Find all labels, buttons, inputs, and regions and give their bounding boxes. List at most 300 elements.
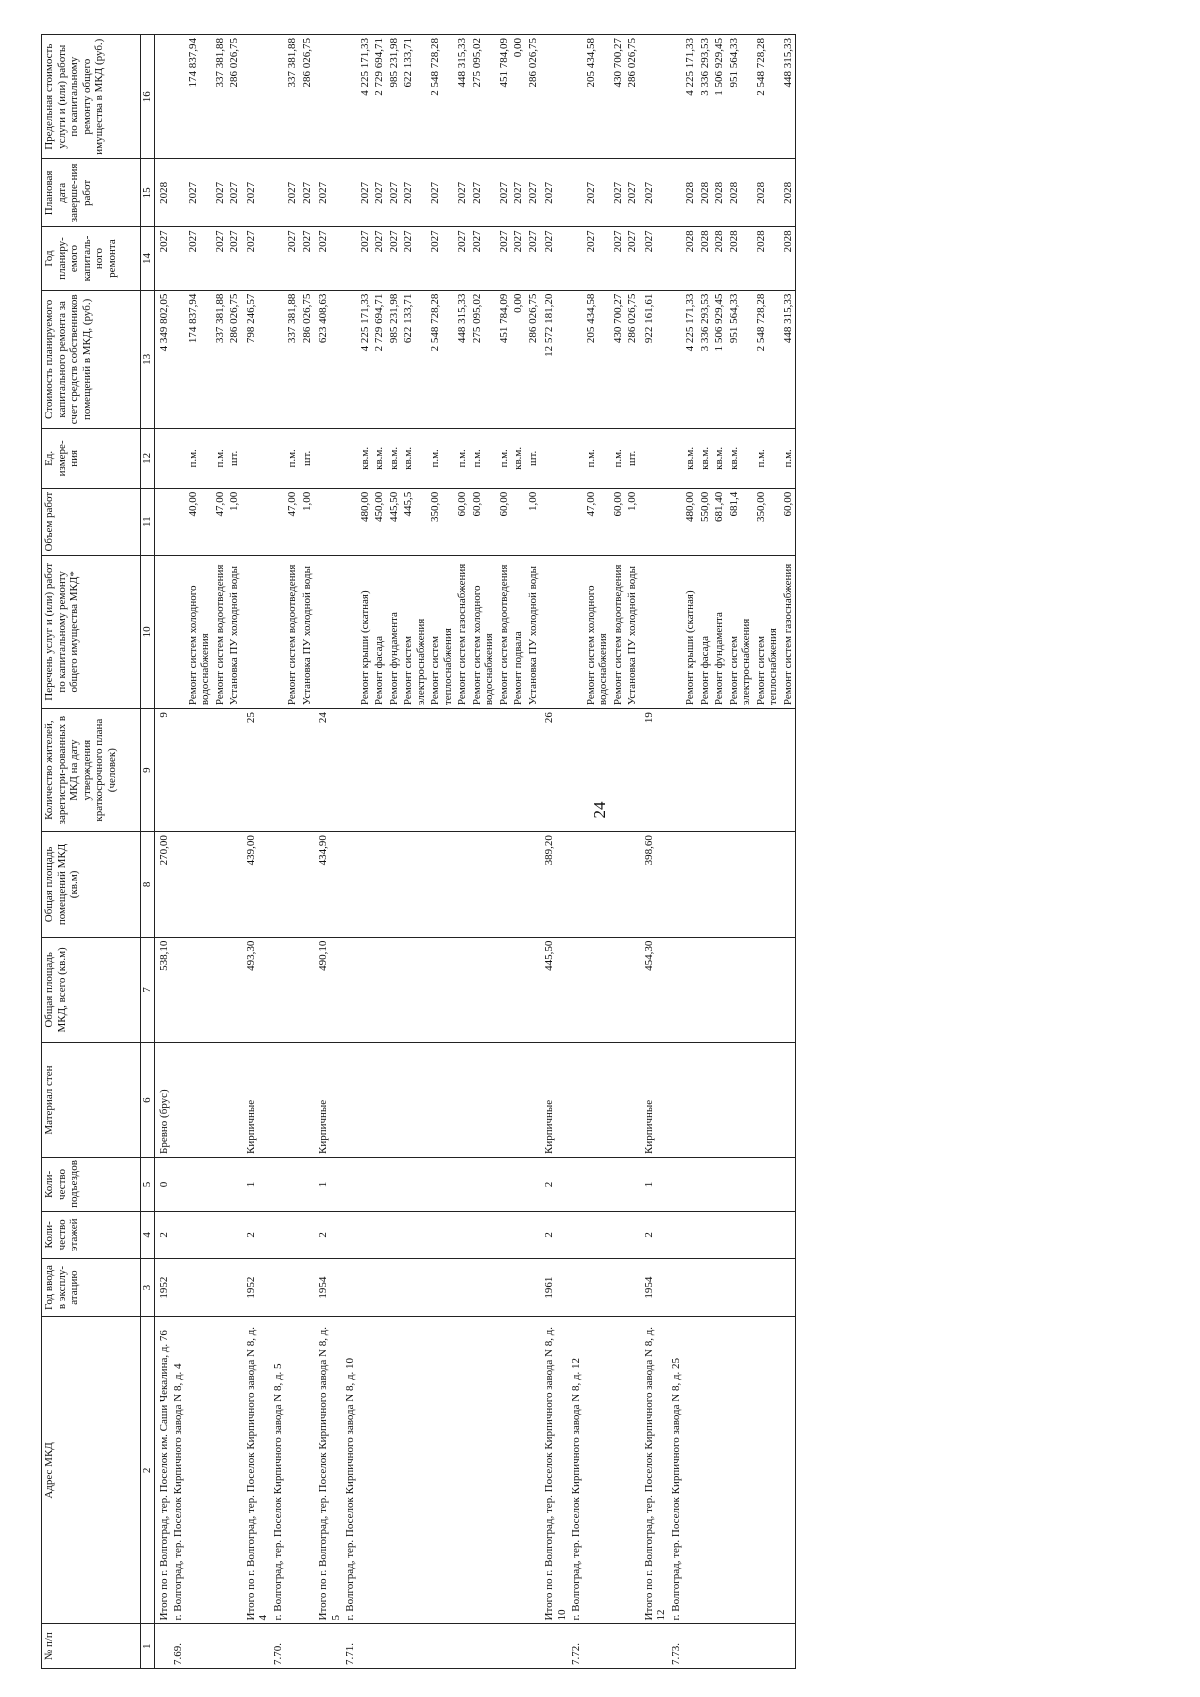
plan-year-cell: 2027 bbox=[455, 227, 470, 290]
cost-cell: 275 095,02 bbox=[470, 290, 497, 428]
total-label-cell: Итого по г. Волгоград, тер. Поселок Кирпичного завода N 8, д. 4 bbox=[242, 1317, 271, 1624]
volume-cell bbox=[242, 488, 271, 555]
empty-cell bbox=[300, 1211, 315, 1258]
empty-cell bbox=[754, 832, 781, 937]
empty-cell bbox=[511, 709, 526, 832]
area-total-cell: 445,50 bbox=[540, 937, 569, 1042]
total-row bbox=[154, 35, 171, 1669]
entrances-cell: 2 bbox=[540, 1158, 569, 1212]
empty-cell bbox=[372, 1211, 387, 1258]
cost-cell: 4 225 171,33 bbox=[358, 290, 373, 428]
year-cell: 1954 bbox=[314, 1258, 343, 1317]
limit-cell: 622 133,71 bbox=[401, 35, 428, 159]
limit-cell: 448 315,33 bbox=[455, 35, 470, 159]
volume-cell bbox=[314, 488, 343, 555]
empty-cell bbox=[186, 1043, 213, 1158]
empty-cell bbox=[526, 1258, 541, 1317]
area-rooms-cell: 439,00 bbox=[242, 832, 271, 937]
unit-cell: шт. bbox=[227, 428, 242, 488]
column-number: 7 bbox=[141, 937, 155, 1042]
unit-cell: п.м. bbox=[781, 428, 796, 488]
empty-cell bbox=[470, 1211, 497, 1258]
empty-cell bbox=[227, 937, 242, 1042]
area-total-cell: 538,10 bbox=[154, 937, 171, 1042]
plan-year-cell: 2027 bbox=[401, 227, 428, 290]
empty-cell bbox=[526, 709, 541, 832]
empty-cell bbox=[669, 937, 684, 1042]
unit-cell: п.м. bbox=[470, 428, 497, 488]
empty-cell bbox=[401, 832, 428, 937]
work-row bbox=[727, 35, 754, 1669]
end-date-cell: 2027 bbox=[314, 159, 343, 227]
column-numbers-row bbox=[141, 35, 155, 1669]
total-label-cell: Итого по г. Волгоград, тер. Поселок Кирпичного завода N 8, д. 10 bbox=[540, 1317, 569, 1624]
residents-cell: 26 bbox=[540, 709, 569, 832]
empty-cell bbox=[171, 488, 186, 555]
limit-cell: 337 381,88 bbox=[213, 35, 228, 159]
empty-cell bbox=[387, 1043, 402, 1158]
empty-cell bbox=[470, 832, 497, 937]
plan-year-cell: 2027 bbox=[372, 227, 387, 290]
unit-cell: п.м. bbox=[428, 428, 455, 488]
work-cell: Ремонт систем водоотведения bbox=[213, 555, 228, 709]
cost-cell: 0,00 bbox=[511, 290, 526, 428]
empty-cell bbox=[526, 1158, 541, 1212]
end-date-cell: 2027 bbox=[584, 159, 611, 227]
empty-cell bbox=[358, 1624, 373, 1669]
end-date-cell: 2027 bbox=[428, 159, 455, 227]
empty-cell bbox=[300, 1317, 315, 1624]
volume-cell: 47,00 bbox=[285, 488, 300, 555]
area-total-cell: 454,30 bbox=[640, 937, 669, 1042]
empty-cell bbox=[781, 1624, 796, 1669]
volume-cell: 47,00 bbox=[584, 488, 611, 555]
work-cell bbox=[540, 555, 569, 709]
empty-cell bbox=[271, 35, 286, 159]
empty-cell bbox=[754, 1211, 781, 1258]
cost-cell: 622 133,71 bbox=[401, 290, 428, 428]
empty-cell bbox=[372, 1317, 387, 1624]
volume-cell: 350,00 bbox=[428, 488, 455, 555]
unit-cell: шт. bbox=[625, 428, 640, 488]
cost-cell: 430 700,27 bbox=[611, 290, 626, 428]
volume-cell bbox=[540, 488, 569, 555]
work-cell: Ремонт систем теплоснабжения bbox=[428, 555, 455, 709]
empty-cell bbox=[271, 1258, 286, 1317]
work-cell: Ремонт систем водоотведения bbox=[285, 555, 300, 709]
entrances-cell: 1 bbox=[314, 1158, 343, 1212]
volume-cell: 60,00 bbox=[455, 488, 470, 555]
empty-cell bbox=[625, 1258, 640, 1317]
row-number-cell bbox=[640, 1624, 669, 1669]
row-number-cell: 7.69. bbox=[171, 1624, 186, 1669]
empty-cell bbox=[584, 709, 611, 832]
empty-cell bbox=[401, 1624, 428, 1669]
total-label-cell: Итого по г. Волгоград, тер. Поселок им. Саши Чекалина, д. 76 bbox=[154, 1317, 171, 1624]
empty-cell bbox=[698, 1211, 713, 1258]
work-row bbox=[372, 35, 387, 1669]
empty-cell bbox=[727, 1624, 754, 1669]
empty-cell bbox=[227, 1043, 242, 1158]
column-header: Объем работ bbox=[42, 488, 141, 555]
limit-cell: 337 381,88 bbox=[285, 35, 300, 159]
empty-cell bbox=[470, 1258, 497, 1317]
floors-cell: 2 bbox=[314, 1211, 343, 1258]
work-cell: Ремонт подвала bbox=[511, 555, 526, 709]
floors-cell: 2 bbox=[242, 1211, 271, 1258]
empty-cell bbox=[698, 709, 713, 832]
plan-year-cell: 2027 bbox=[584, 227, 611, 290]
empty-cell bbox=[343, 428, 358, 488]
empty-cell bbox=[526, 1211, 541, 1258]
plan-year-cell: 2027 bbox=[314, 227, 343, 290]
empty-cell bbox=[455, 1211, 470, 1258]
unit-cell: п.м. bbox=[186, 428, 213, 488]
cost-cell: 2 548 728,28 bbox=[754, 290, 781, 428]
empty-cell bbox=[227, 709, 242, 832]
column-header: Общая площадь МКД, всего (кв.м) bbox=[42, 937, 141, 1042]
plan-year-cell: 2027 bbox=[186, 227, 213, 290]
work-row bbox=[754, 35, 781, 1669]
address-row bbox=[569, 35, 584, 1669]
area-rooms-cell: 389,20 bbox=[540, 832, 569, 937]
capital-repair-plan-sheet bbox=[41, 34, 1166, 1669]
empty-cell bbox=[754, 1258, 781, 1317]
end-date-cell: 2027 bbox=[213, 159, 228, 227]
total-label-cell: Итого по г. Волгоград, тер. Поселок Кирпичного завода N 8, д. 5 bbox=[314, 1317, 343, 1624]
empty-cell bbox=[712, 1258, 727, 1317]
floors-cell: 2 bbox=[540, 1211, 569, 1258]
empty-cell bbox=[754, 1158, 781, 1212]
empty-cell bbox=[271, 832, 286, 937]
empty-cell bbox=[401, 1317, 428, 1624]
empty-cell bbox=[372, 1624, 387, 1669]
column-header: Ед. измере-ния bbox=[42, 428, 141, 488]
empty-cell bbox=[569, 1211, 584, 1258]
empty-cell bbox=[186, 1258, 213, 1317]
empty-cell bbox=[754, 1317, 781, 1624]
empty-cell bbox=[428, 1317, 455, 1624]
column-header: Количество жителей, зарегистри-рованных в МКД на дату утверждения краткосрочного плана (человек) bbox=[42, 709, 141, 832]
year-cell: 1952 bbox=[154, 1258, 171, 1317]
empty-cell bbox=[683, 832, 698, 937]
empty-cell bbox=[569, 832, 584, 937]
plan-year-cell: 2027 bbox=[526, 227, 541, 290]
empty-cell bbox=[343, 1158, 358, 1212]
empty-cell bbox=[428, 1158, 455, 1212]
empty-cell bbox=[300, 1158, 315, 1212]
empty-cell bbox=[171, 290, 186, 428]
empty-cell bbox=[712, 937, 727, 1042]
empty-cell bbox=[271, 1158, 286, 1212]
volume-cell: 350,00 bbox=[754, 488, 781, 555]
empty-cell bbox=[428, 709, 455, 832]
empty-cell bbox=[698, 1258, 713, 1317]
empty-cell bbox=[669, 35, 684, 159]
empty-cell bbox=[455, 1043, 470, 1158]
empty-cell bbox=[455, 1624, 470, 1669]
unit-cell bbox=[242, 428, 271, 488]
empty-cell bbox=[300, 1258, 315, 1317]
empty-cell bbox=[683, 1158, 698, 1212]
end-date-cell: 2027 bbox=[640, 159, 669, 227]
empty-cell bbox=[401, 1211, 428, 1258]
limit-cell: 451 784,09 bbox=[497, 35, 512, 159]
column-number: 8 bbox=[141, 832, 155, 937]
area-total-cell: 490,10 bbox=[314, 937, 343, 1042]
empty-cell bbox=[625, 709, 640, 832]
unit-cell: кв.м. bbox=[387, 428, 402, 488]
empty-cell bbox=[611, 1043, 626, 1158]
empty-cell bbox=[781, 1258, 796, 1317]
volume-cell: 681,4 bbox=[727, 488, 754, 555]
empty-cell bbox=[428, 1258, 455, 1317]
unit-cell: п.м. bbox=[285, 428, 300, 488]
empty-cell bbox=[271, 937, 286, 1042]
end-date-cell: 2027 bbox=[387, 159, 402, 227]
work-cell: Ремонт систем электроснабжения bbox=[401, 555, 428, 709]
cost-cell: 985 231,98 bbox=[387, 290, 402, 428]
work-row bbox=[712, 35, 727, 1669]
empty-cell bbox=[611, 1211, 626, 1258]
volume-cell: 445,50 bbox=[387, 488, 402, 555]
empty-cell bbox=[781, 1211, 796, 1258]
empty-cell bbox=[271, 488, 286, 555]
floors-cell: 2 bbox=[640, 1211, 669, 1258]
unit-cell bbox=[540, 428, 569, 488]
work-cell bbox=[640, 555, 669, 709]
empty-cell bbox=[455, 1258, 470, 1317]
plan-year-cell: 2027 bbox=[625, 227, 640, 290]
empty-cell bbox=[781, 832, 796, 937]
column-number: 2 bbox=[141, 1317, 155, 1624]
empty-cell bbox=[285, 1158, 300, 1212]
empty-cell bbox=[727, 1317, 754, 1624]
empty-cell bbox=[497, 709, 512, 832]
empty-cell bbox=[455, 709, 470, 832]
repair-plan-table bbox=[41, 34, 796, 1669]
empty-cell bbox=[611, 1258, 626, 1317]
work-row bbox=[511, 35, 526, 1669]
empty-cell bbox=[625, 1158, 640, 1212]
empty-cell bbox=[387, 832, 402, 937]
volume-cell: 445,5 bbox=[401, 488, 428, 555]
empty-cell bbox=[271, 227, 286, 290]
plan-year-cell: 2027 bbox=[470, 227, 497, 290]
cost-cell: 798 246,57 bbox=[242, 290, 271, 428]
unit-cell bbox=[640, 428, 669, 488]
entrances-cell: 1 bbox=[640, 1158, 669, 1212]
empty-cell bbox=[569, 35, 584, 159]
limit-cell: 3 336 293,53 bbox=[698, 35, 713, 159]
end-date-cell: 2027 bbox=[227, 159, 242, 227]
empty-cell bbox=[526, 937, 541, 1042]
row-number-cell: 7.71. bbox=[343, 1624, 358, 1669]
cost-cell: 174 837,94 bbox=[186, 290, 213, 428]
empty-cell bbox=[372, 1258, 387, 1317]
empty-cell bbox=[569, 937, 584, 1042]
empty-cell bbox=[584, 1043, 611, 1158]
column-header: Коли-чество подъездов bbox=[42, 1158, 141, 1212]
empty-cell bbox=[625, 1317, 640, 1624]
address-row bbox=[343, 35, 358, 1669]
work-row bbox=[625, 35, 640, 1669]
volume-cell: 550,00 bbox=[698, 488, 713, 555]
column-header: Год ввода в эксплу-атацию bbox=[42, 1258, 141, 1317]
cost-cell: 2 548 728,28 bbox=[428, 290, 455, 428]
empty-cell bbox=[271, 555, 286, 709]
unit-cell: шт. bbox=[526, 428, 541, 488]
empty-cell bbox=[683, 1317, 698, 1624]
end-date-cell: 2028 bbox=[727, 159, 754, 227]
work-row bbox=[285, 35, 300, 1669]
limit-cell: 448 315,33 bbox=[781, 35, 796, 159]
area-rooms-cell: 434,90 bbox=[314, 832, 343, 937]
empty-cell bbox=[271, 1211, 286, 1258]
empty-cell bbox=[611, 1158, 626, 1212]
empty-cell bbox=[712, 832, 727, 937]
empty-cell bbox=[781, 1158, 796, 1212]
address-row bbox=[669, 35, 684, 1669]
empty-cell bbox=[511, 1043, 526, 1158]
empty-cell bbox=[285, 1624, 300, 1669]
empty-cell bbox=[497, 832, 512, 937]
empty-cell bbox=[358, 1258, 373, 1317]
empty-cell bbox=[669, 1211, 684, 1258]
residents-cell: 19 bbox=[640, 709, 669, 832]
volume-cell: 681,40 bbox=[712, 488, 727, 555]
empty-cell bbox=[470, 1158, 497, 1212]
column-header: Адрес МКД bbox=[42, 1317, 141, 1624]
empty-cell bbox=[497, 1624, 512, 1669]
empty-cell bbox=[387, 709, 402, 832]
column-number: 9 bbox=[141, 709, 155, 832]
empty-cell bbox=[401, 709, 428, 832]
end-date-cell: 2027 bbox=[300, 159, 315, 227]
empty-cell bbox=[569, 709, 584, 832]
residents-cell: 9 bbox=[154, 709, 171, 832]
empty-cell bbox=[171, 428, 186, 488]
empty-cell bbox=[372, 937, 387, 1042]
end-date-cell: 2027 bbox=[401, 159, 428, 227]
empty-cell bbox=[569, 488, 584, 555]
limit-cell bbox=[540, 35, 569, 159]
work-cell bbox=[154, 555, 171, 709]
empty-cell bbox=[754, 1043, 781, 1158]
empty-cell bbox=[669, 555, 684, 709]
empty-cell bbox=[727, 1158, 754, 1212]
total-row bbox=[314, 35, 343, 1669]
empty-cell bbox=[401, 937, 428, 1042]
empty-cell bbox=[300, 832, 315, 937]
limit-cell: 0,00 bbox=[511, 35, 526, 159]
empty-cell bbox=[186, 1624, 213, 1669]
end-date-cell: 2027 bbox=[625, 159, 640, 227]
empty-cell bbox=[511, 832, 526, 937]
plan-year-cell: 2027 bbox=[611, 227, 626, 290]
limit-cell: 286 026,75 bbox=[625, 35, 640, 159]
unit-cell: кв.м. bbox=[683, 428, 698, 488]
limit-cell bbox=[640, 35, 669, 159]
page-number: 24 bbox=[590, 801, 609, 819]
plan-year-cell: 2027 bbox=[540, 227, 569, 290]
empty-cell bbox=[387, 1624, 402, 1669]
volume-cell: 40,00 bbox=[186, 488, 213, 555]
work-cell: Установка ПУ холодной воды bbox=[625, 555, 640, 709]
volume-cell: 60,00 bbox=[781, 488, 796, 555]
empty-cell bbox=[781, 709, 796, 832]
total-label-cell: Итого по г. Волгоград, тер. Поселок Кирпичного завода N 8, д. 12 bbox=[640, 1317, 669, 1624]
column-number: 10 bbox=[141, 555, 155, 709]
end-date-cell: 2028 bbox=[698, 159, 713, 227]
empty-cell bbox=[186, 832, 213, 937]
empty-cell bbox=[712, 1211, 727, 1258]
year-cell: 1961 bbox=[540, 1258, 569, 1317]
empty-cell bbox=[428, 1624, 455, 1669]
end-date-cell: 2027 bbox=[526, 159, 541, 227]
empty-cell bbox=[213, 1258, 228, 1317]
unit-cell: п.м. bbox=[455, 428, 470, 488]
unit-cell: кв.м. bbox=[511, 428, 526, 488]
empty-cell bbox=[683, 1258, 698, 1317]
empty-cell bbox=[213, 709, 228, 832]
empty-cell bbox=[712, 1158, 727, 1212]
row-number-cell bbox=[314, 1624, 343, 1669]
empty-cell bbox=[401, 1158, 428, 1212]
empty-cell bbox=[213, 1317, 228, 1624]
limit-cell: 2 548 728,28 bbox=[754, 35, 781, 159]
unit-cell: п.м. bbox=[497, 428, 512, 488]
material-cell: Бревно (брус) bbox=[154, 1043, 171, 1158]
empty-cell bbox=[584, 1158, 611, 1212]
empty-cell bbox=[285, 937, 300, 1042]
end-date-cell: 2028 bbox=[754, 159, 781, 227]
row-number-cell bbox=[540, 1624, 569, 1669]
column-header: № п/п bbox=[42, 1624, 141, 1669]
empty-cell bbox=[669, 1258, 684, 1317]
empty-cell bbox=[511, 1258, 526, 1317]
end-date-cell: 2027 bbox=[540, 159, 569, 227]
empty-cell bbox=[213, 1043, 228, 1158]
area-total-cell: 493,30 bbox=[242, 937, 271, 1042]
limit-cell: 430 700,27 bbox=[611, 35, 626, 159]
empty-cell bbox=[227, 1258, 242, 1317]
empty-cell bbox=[511, 1211, 526, 1258]
address-cell: г. Волгоград, тер. Поселок Кирпичного завода N 8, д. 4 bbox=[171, 1317, 186, 1624]
limit-cell: 286 026,75 bbox=[526, 35, 541, 159]
empty-cell bbox=[727, 832, 754, 937]
empty-cell bbox=[171, 1158, 186, 1212]
empty-cell bbox=[511, 1317, 526, 1624]
empty-cell bbox=[428, 832, 455, 937]
empty-cell bbox=[611, 937, 626, 1042]
work-row bbox=[227, 35, 242, 1669]
volume-cell: 1,00 bbox=[526, 488, 541, 555]
volume-cell: 60,00 bbox=[497, 488, 512, 555]
work-cell: Ремонт систем электроснабжения bbox=[727, 555, 754, 709]
plan-year-cell: 2028 bbox=[754, 227, 781, 290]
volume-cell: 480,00 bbox=[358, 488, 373, 555]
empty-cell bbox=[698, 1043, 713, 1158]
unit-cell: кв.м. bbox=[358, 428, 373, 488]
empty-cell bbox=[343, 290, 358, 428]
empty-cell bbox=[285, 1211, 300, 1258]
cost-cell: 205 434,58 bbox=[584, 290, 611, 428]
empty-cell bbox=[271, 709, 286, 832]
work-cell: Ремонт крыши (скатная) bbox=[683, 555, 698, 709]
empty-cell bbox=[683, 709, 698, 832]
work-cell bbox=[314, 555, 343, 709]
